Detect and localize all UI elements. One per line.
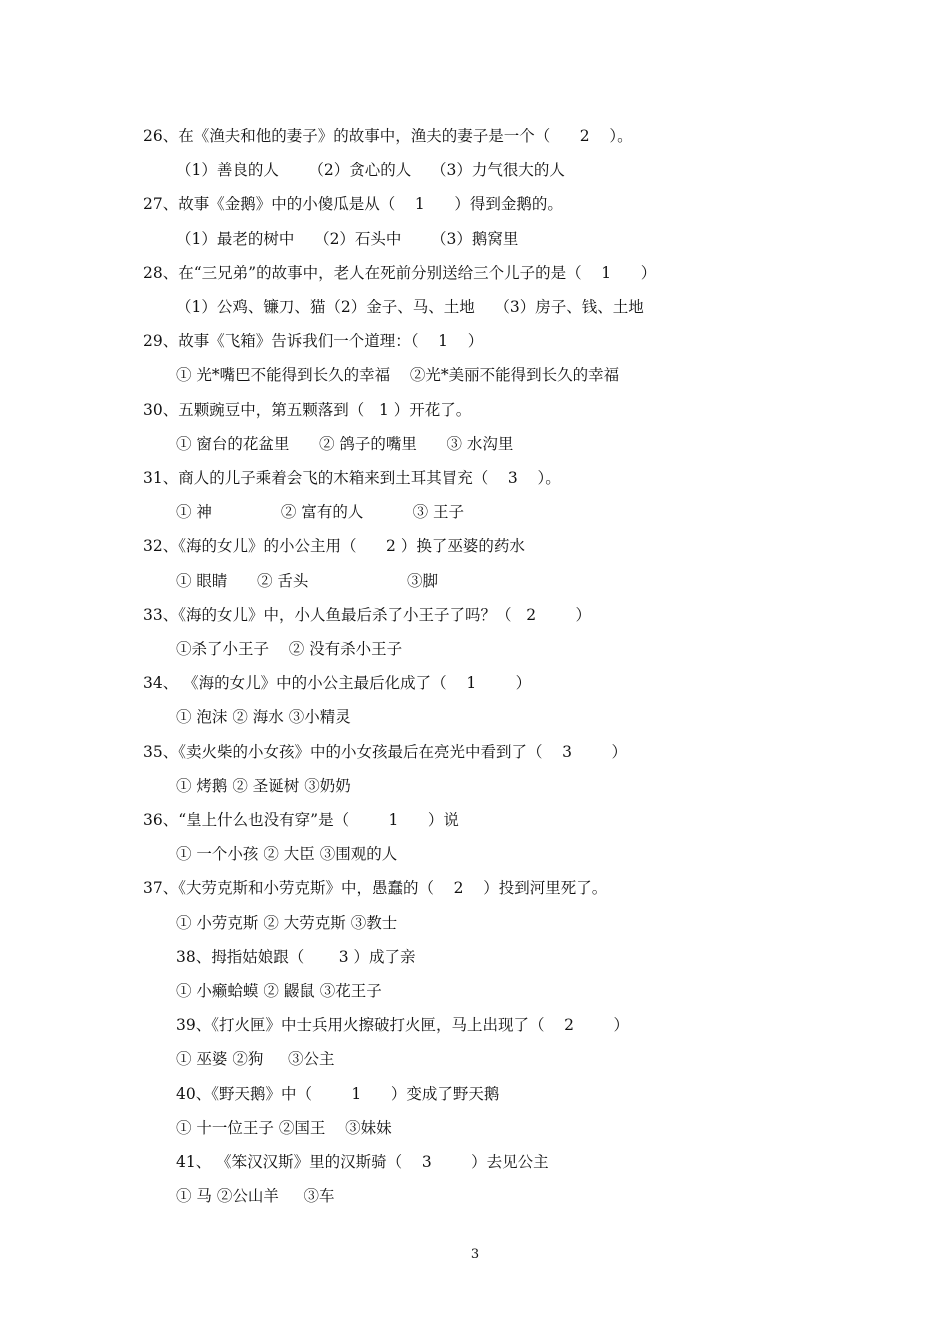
question-line: 32、《海的女儿》的小公主用（ 2 ）换了巫婆的药水 xyxy=(143,537,525,555)
option-line: （1）公鸡、镰刀、猫（2）金子、马、土地 （3）房子、钱、土地 xyxy=(176,298,644,316)
option-line: （1）善良的人 （2）贪心的人 （3）力气很大的人 xyxy=(176,161,565,179)
option-line: ①杀了小王子 ② 没有杀小王子 xyxy=(176,640,403,658)
option-line: ① 眼睛 ② 舌头 ③脚 xyxy=(176,572,438,590)
question-line: 34、 《海的女儿》中的小公主最后化成了（ 1 ） xyxy=(143,674,532,692)
option-line: ① 烤鹅 ② 圣诞树 ③奶奶 xyxy=(176,777,351,795)
question-line: 36、“皇上什么也没有穿”是（ 1 ）说 xyxy=(143,811,459,829)
option-line: ① 巫婆 ②狗 ③公主 xyxy=(176,1050,335,1068)
option-line: ① 神 ② 富有的人 ③ 王子 xyxy=(176,503,465,521)
option-line: 39、《打火匣》中士兵用火擦破打火匣，马上出现了（ 2 ） xyxy=(176,1016,629,1034)
page-number: 3 xyxy=(470,1247,480,1262)
option-line: 38、拇指姑娘跟（ 3 ）成了亲 xyxy=(176,948,416,966)
option-line: （1）最老的树中 （2）石头中 （3）鹅窝里 xyxy=(176,230,519,248)
question-line: 26、在《渔夫和他的妻子》的故事中，渔夫的妻子是一个（ 2 ）。 xyxy=(143,127,633,145)
option-line: ① 马 ②公山羊 ③车 xyxy=(176,1187,335,1205)
option-line: ① 小劳克斯 ② 大劳克斯 ③教士 xyxy=(176,914,398,932)
option-line: ① 窗台的花盆里 ② 鸽子的嘴里 ③ 水沟里 xyxy=(176,435,514,453)
option-line: ① 泡沫 ② 海水 ③小精灵 xyxy=(176,708,351,726)
option-line: 40、《野天鹅》中（ 1 ）变成了野天鹅 xyxy=(176,1085,500,1103)
option-line: ① 十一位王子 ②国王 ③妹妹 xyxy=(176,1119,392,1137)
question-line: 35、《卖火柴的小女孩》中的小女孩最后在亮光中看到了（ 3 ） xyxy=(143,743,627,761)
option-line: 41、 《笨汉汉斯》里的汉斯骑（ 3 ）去见公主 xyxy=(176,1153,549,1171)
question-line: 31、商人的儿子乘着会飞的木箱来到土耳其冒充（ 3 ）。 xyxy=(143,469,561,487)
question-line: 27、故事《金鹅》中的小傻瓜是从（ 1 ）得到金鹅的。 xyxy=(143,195,563,213)
option-line: ① 小癞蛤蟆 ② 鼹鼠 ③花王子 xyxy=(176,982,382,1000)
question-line: 33、《海的女儿》中，小人鱼最后杀了小王子了吗？（ 2 ） xyxy=(143,606,592,624)
option-line: ① 光*嘴巴不能得到长久的幸福 ②光*美丽不能得到长久的幸福 xyxy=(176,366,620,384)
question-line: 28、在“三兄弟”的故事中，老人在死前分别送给三个儿子的是（ 1 ） xyxy=(143,264,657,282)
option-line: ① 一个小孩 ② 大臣 ③围观的人 xyxy=(176,845,398,863)
question-line: 30、五颗豌豆中，第五颗落到（ 1 ）开花了。 xyxy=(143,401,472,419)
question-line: 29、故事《飞箱》告诉我们一个道理：（ 1 ） xyxy=(143,332,484,350)
question-line: 37、《大劳克斯和小劳克斯》中，愚蠢的（ 2 ）投到河里死了。 xyxy=(143,879,608,897)
